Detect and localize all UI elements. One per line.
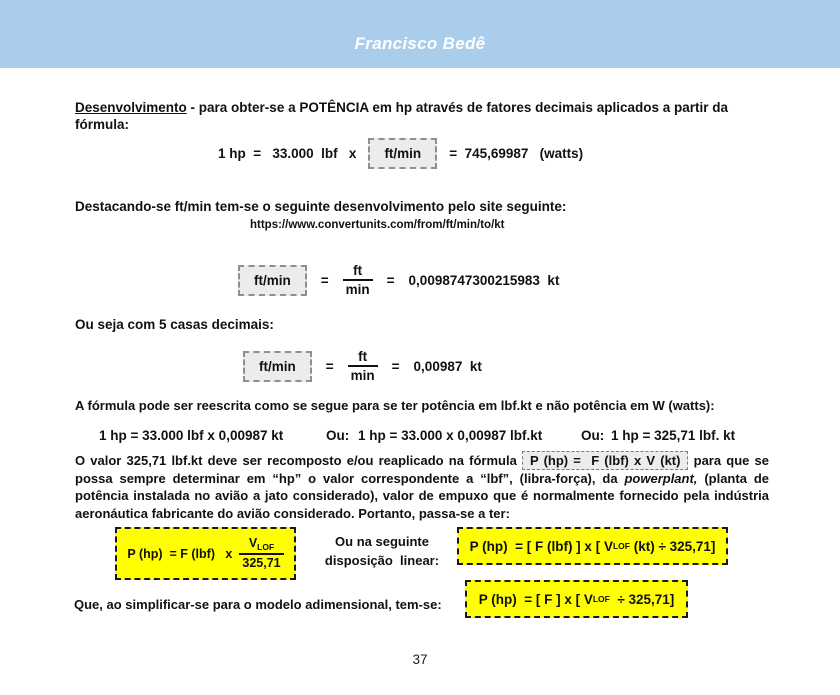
- header-banner: [0, 0, 840, 68]
- ou-label: Ou:: [326, 428, 350, 443]
- equals-sign: =: [320, 272, 329, 288]
- rewrite-formula-3: 1 hp = 325,71 lbf. kt: [611, 428, 736, 443]
- intro-lead-rest: - para obter-se a POTÊNCIA em hp através de fatores decimais aplicados a partir da fórmula:: [75, 100, 728, 132]
- ftmin-boxed-unit: ft/min: [368, 138, 437, 169]
- yellow-fraction-formula-box: [115, 527, 296, 580]
- fraction-denominator: min: [348, 365, 378, 384]
- ft-over-min-fraction: [343, 263, 373, 297]
- fraction-numerator: ft: [353, 262, 363, 278]
- rewrite-formula-1: 1 hp = 33.000 lbf x 0,00987 kt: [99, 428, 284, 443]
- lof-subscript: LOF: [257, 542, 275, 553]
- equals-sign: =: [386, 272, 395, 288]
- conversion-short-row: [243, 341, 482, 391]
- fraction-formula-prefix: P (hp) = F (lbf) x: [127, 546, 233, 561]
- paragraph-part2: para que se possa sempre determinar em “hp” o valor correspondente a “lbf”, (libra-força), da: [75, 453, 769, 486]
- site-url: https://www.convertunits.com/from/ft/min/to/kt: [250, 219, 505, 231]
- simplified-formula-pre: P (hp) = [ F ] x [ V: [478, 591, 593, 607]
- rewrite-sentence: A fórmula pode ser reescrita como se segue para se ter potência em lbf.kt e não potência em W (watts):: [75, 398, 715, 413]
- body-paragraph: [75, 452, 769, 523]
- site-sentence: Destacando-se ft/min tem-se o seguinte desenvolvimento pelo site seguinte:: [75, 199, 567, 214]
- paragraph-part3: (planta de potência instalada no avião a jato considerado), valor de empuxo que é normalmente fornecido pela indústria aeronáutica fabricante do avião considerado. Portanto, passa-se a ter:: [75, 470, 770, 522]
- ftmin-boxed-unit: ft/min: [238, 265, 307, 296]
- equals-sign: =: [325, 358, 334, 374]
- five-decimals-label: Ou seja com 5 casas decimais:: [75, 317, 274, 332]
- equals-sign: =: [391, 358, 400, 374]
- page-number: 37: [412, 652, 428, 667]
- intro-lead-word: Desenvolvimento: [75, 100, 187, 115]
- linear-arrangement-label: [322, 533, 442, 571]
- linear-label-line2: disposição linear:: [324, 552, 440, 568]
- linear-formula-pre: P (hp) = [ F (lbf) ] x [ V: [469, 538, 613, 554]
- powerplant-italic: powerplant,: [624, 470, 698, 486]
- conversion-short-result: 0,00987 kt: [413, 358, 482, 374]
- linear-label-line1: Ou na seguinte: [335, 534, 429, 549]
- linear-formula-post: (kt) ÷ 325,71]: [629, 538, 716, 554]
- lof-subscript: LOF: [612, 541, 630, 551]
- conversion-full-result: 0,0098747300215983 kt: [408, 272, 560, 288]
- rewrite-formula-2: 1 hp = 33.000 x 0,00987 lbf.kt: [358, 428, 543, 443]
- intro-paragraph: [75, 100, 771, 134]
- simplified-formula-post: ÷ 325,71]: [609, 591, 675, 607]
- simplify-sentence: Que, ao simplificar-se para o modelo adimensional, tem-se:: [74, 597, 442, 612]
- formula-hp-watts: [218, 137, 583, 169]
- yellow-linear-formula-box: [457, 527, 728, 565]
- yellow-simplified-formula-box: [465, 580, 688, 618]
- fraction-denominator: min: [343, 279, 373, 298]
- formula-hp-watts-left: 1 hp = 33.000 lbf x: [218, 145, 357, 161]
- paragraph-part1: O valor 325,71 lbf.kt deve ser recomposto e/ou reaplicado na fórmula: [75, 453, 522, 468]
- lof-subscript: LOF: [592, 594, 610, 604]
- formula-hp-watts-right: = 745,69987 (watts): [449, 145, 584, 161]
- ftmin-boxed-unit: ft/min: [243, 351, 312, 382]
- fraction-numerator: ft: [358, 348, 368, 364]
- p-hp-formula-box: P (hp) = F (lbf) x V (kt): [522, 451, 689, 470]
- fraction-numerator: $V_{LOF}$: [248, 536, 275, 553]
- ft-over-min-fraction: [348, 349, 378, 383]
- fraction-denominator: 325,71: [239, 553, 283, 570]
- ou-label: Ou:: [581, 428, 605, 443]
- vlof-over-325-fraction: [239, 536, 283, 570]
- author-title: Francisco Bedê: [354, 34, 486, 53]
- conversion-full-row: [238, 255, 559, 305]
